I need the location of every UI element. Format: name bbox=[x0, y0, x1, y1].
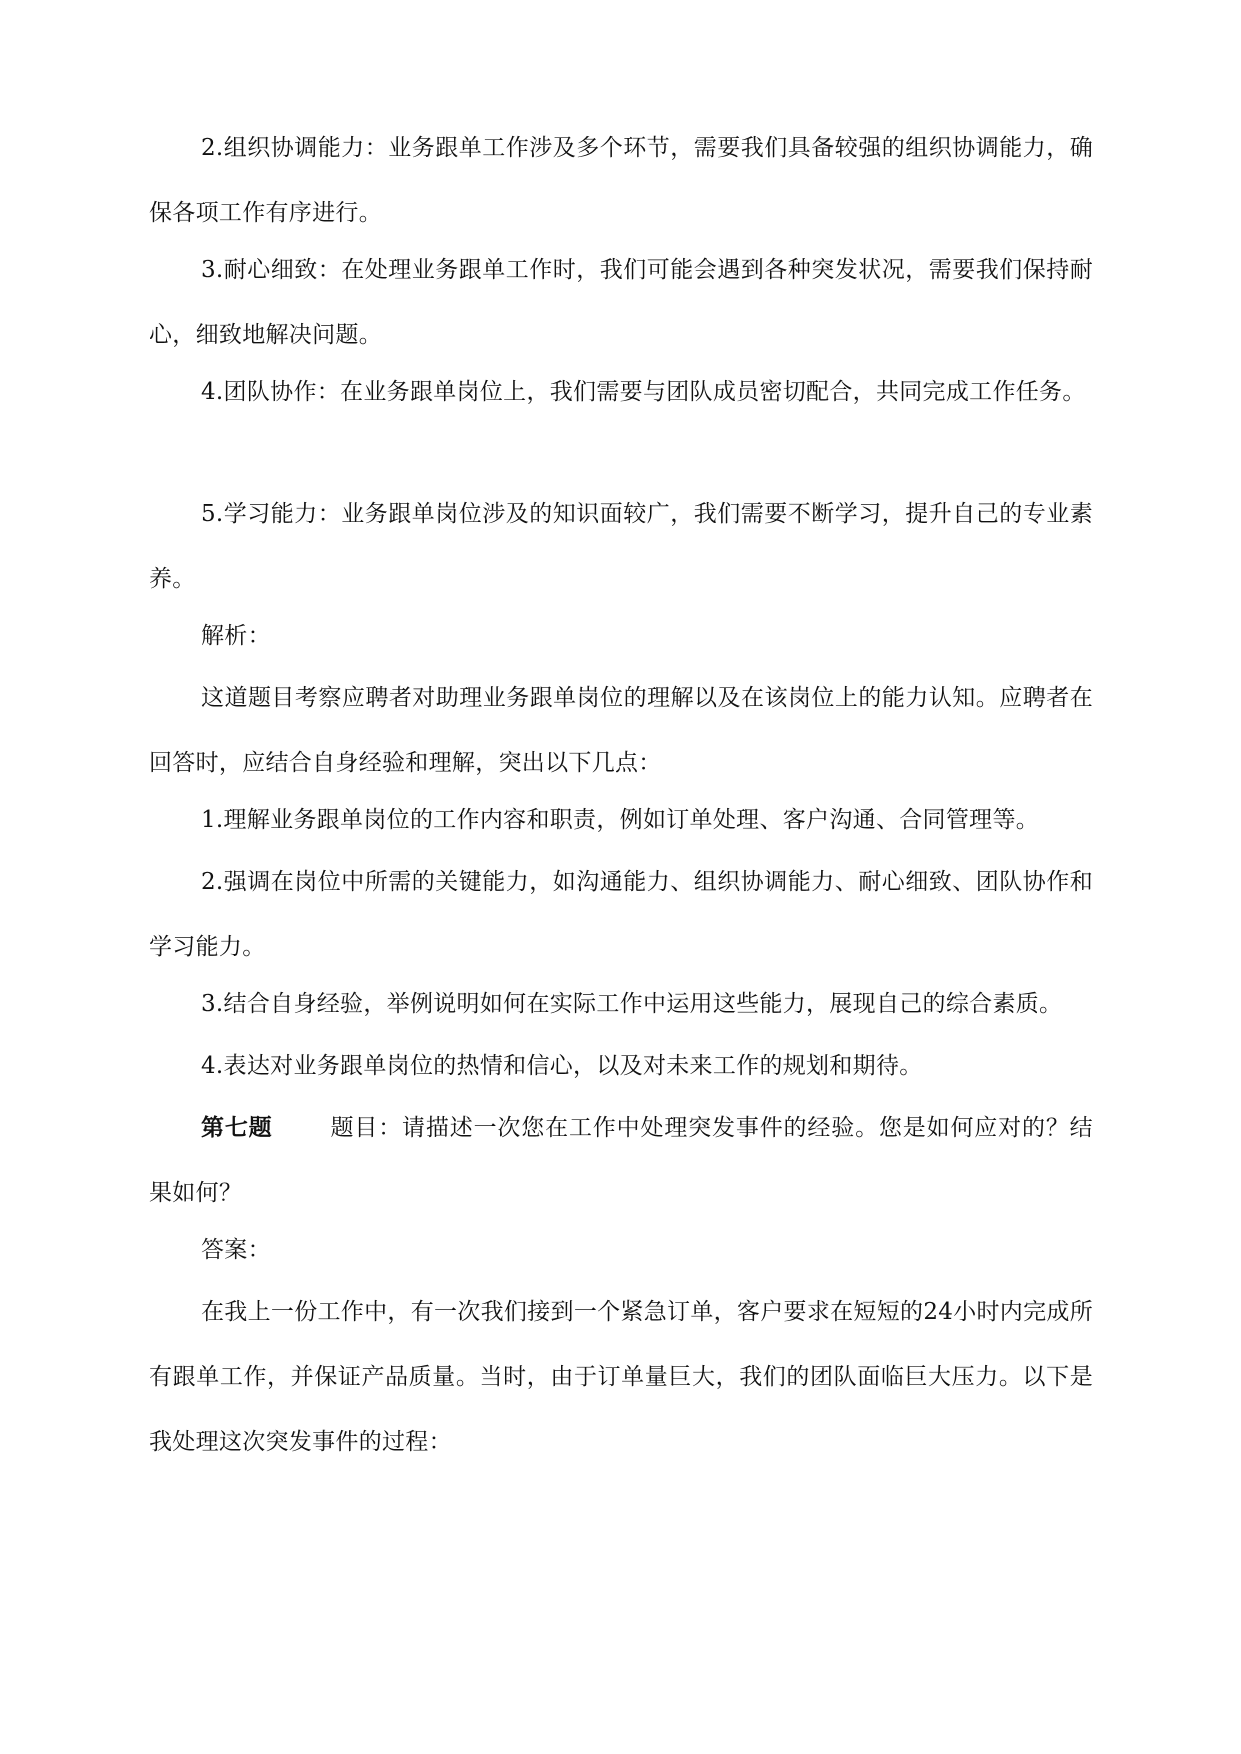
paragraph-patience: 3.耐心细致：在处理业务跟单工作时，我们可能会遇到各种突发状况，需要我们保持耐心，细致地解决问题。 bbox=[149, 257, 1093, 348]
analysis-heading: 解析： bbox=[201, 623, 271, 649]
paragraph-learning: 5.学习能力：业务跟单岗位涉及的知识面较广，我们需要不断学习，提升自己的专业素养。 bbox=[149, 501, 1093, 592]
question-text: 题目：请描述一次您在工作中处理突发事件的经验。您是如何应对的？结果如何？ bbox=[149, 1115, 1093, 1206]
analysis-paragraph: 这道题目考察应聘者对助理业务跟单岗位的理解以及在该岗位上的能力认知。应聘者在回答时，应结合自身经验和理解，突出以下几点： bbox=[149, 685, 1093, 776]
question-label: 第七题 bbox=[201, 1115, 273, 1141]
point-3: 3.结合自身经验，举例说明如何在实际工作中运用这些能力，展现自己的综合素质。 bbox=[201, 991, 1063, 1017]
answer-heading: 答案： bbox=[201, 1237, 271, 1263]
point-1: 1.理解业务跟单岗位的工作内容和职责，例如订单处理、客户沟通、合同管理等。 bbox=[201, 807, 1040, 833]
point-4: 4.表达对业务跟单岗位的热情和信心，以及对未来工作的规划和期待。 bbox=[201, 1053, 923, 1079]
paragraph-teamwork: 4.团队协作：在业务跟单岗位上，我们需要与团队成员密切配合，共同完成工作任务。 bbox=[201, 379, 1086, 405]
answer-paragraph: 在我上一份工作中，有一次我们接到一个紧急订单，客户要求在短短的24小时内完成所有跟单工作，并保证产品质量。当时，由于订单量巨大，我们的团队面临巨大压力。以下是我处理这次突发事件的过程： bbox=[149, 1299, 1093, 1455]
paragraph-org-coordination: 2.组织协调能力：业务跟单工作涉及多个环节，需要我们具备较强的组织协调能力，确保各项工作有序进行。 bbox=[149, 135, 1093, 226]
point-2: 2.强调在岗位中所需的关键能力，如沟通能力、组织协调能力、耐心细致、团队协作和学习能力。 bbox=[149, 869, 1093, 960]
question-7 bbox=[149, 1096, 1093, 1226]
